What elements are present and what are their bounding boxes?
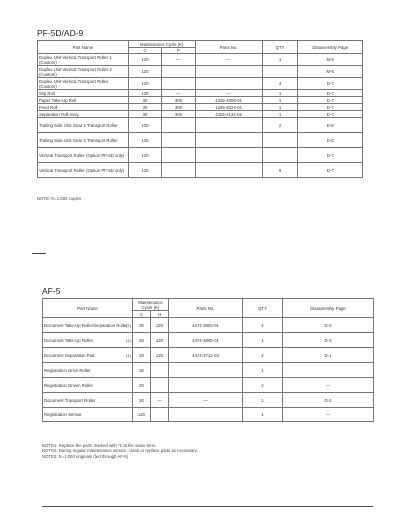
cell-parts-no <box>195 66 262 78</box>
cell-parts-no <box>169 363 243 378</box>
section2-notes <box>42 443 198 459</box>
cell-h <box>151 408 169 422</box>
cell-qty: 2 <box>243 348 283 363</box>
cell-page: D-1 <box>283 348 374 363</box>
table-row <box>38 66 363 78</box>
cell-part-name <box>43 378 133 393</box>
margin-rule <box>32 253 46 254</box>
cell-part-name <box>43 318 133 333</box>
header-h: H <box>151 311 169 318</box>
cell-h <box>151 363 169 378</box>
cell-qty: 2 <box>243 378 283 393</box>
cell-page: D-8 <box>298 133 363 148</box>
header-part-name: Part Name <box>43 299 133 318</box>
table-row <box>43 393 374 408</box>
cell-part-name: Feed Roll <box>38 104 129 111</box>
cell-part-name <box>43 393 133 408</box>
cell-qty: 1 <box>262 111 298 118</box>
cell-c: 120 <box>128 118 161 133</box>
header-part-name: Part Name <box>38 41 129 54</box>
cell-qty: 4 <box>262 78 298 90</box>
note-line: NOTE3: K=1,000 originals (fed through AF-5) <box>42 453 129 459</box>
cell-page: D-3 <box>283 318 374 333</box>
cell-c: 30 <box>133 318 151 333</box>
cell-p <box>162 148 195 163</box>
table-row <box>38 78 363 90</box>
cell-part-name: Duplex Unit Vertical Transport Roller 2 (Custom) <box>38 66 129 78</box>
cell-parts-no: 4474-3805-01 <box>169 333 243 348</box>
cell-parts-no <box>195 163 262 178</box>
cell-parts-no: — <box>169 393 243 408</box>
cell-p: 300 <box>162 111 195 118</box>
cell-page <box>283 363 374 378</box>
cell-c: 30 <box>133 393 151 408</box>
section1-title: PF-5D/AD-9 <box>37 28 84 38</box>
cell-c: 120 <box>128 54 161 66</box>
table-row <box>43 408 374 422</box>
af5-maintenance-table <box>42 298 374 422</box>
cell-part-name: Separation Roll Assy. <box>38 111 129 118</box>
cell-p: 300 <box>162 104 195 111</box>
cell-c: 120 <box>128 163 161 178</box>
cell-c: 120 <box>128 148 161 163</box>
cell-page: D-7 <box>298 90 363 97</box>
cell-qty: 6 <box>262 163 298 178</box>
cell-page: M-6 <box>298 66 363 78</box>
cell-qty <box>262 148 298 163</box>
header-c: C <box>133 311 151 318</box>
cell-parts-no <box>169 378 243 393</box>
cell-qty: 1 <box>243 363 283 378</box>
table-row <box>43 348 374 363</box>
cell-qty: 1 <box>243 333 283 348</box>
cell-page: D-7 <box>298 163 363 178</box>
cell-c: 120 <box>128 133 161 148</box>
cell-part-name: Paper Take-Up Roll <box>38 97 129 104</box>
cell-c: 120 <box>128 78 161 90</box>
cell-c: 30 <box>133 378 151 393</box>
cell-h: — <box>151 393 169 408</box>
header-qty: QTY <box>243 299 283 318</box>
part-name-text: Document Separation Pad <box>44 352 95 358</box>
header-disassembly-page: Disassembly Page <box>283 299 374 318</box>
cell-page: M-6 <box>298 54 363 66</box>
cell-c: 30 <box>133 333 151 348</box>
note-line: NOTE2: During regular maintenance service, clean or replace parts as necessary. <box>42 448 198 454</box>
cell-page: D-7 <box>298 104 363 111</box>
part-name-text: Document Take-Up Roller/Separation Roller <box>44 322 128 328</box>
part-name-text: Document Take-Up Roller <box>44 337 94 343</box>
cell-c: 30 <box>128 111 161 118</box>
cell-qty: 1 <box>262 104 298 111</box>
cell-p <box>162 163 195 178</box>
header-p: P <box>162 48 195 54</box>
cell-parts-no <box>195 148 262 163</box>
part-name-text: Registration Sensor <box>44 412 82 417</box>
cell-part-name: Duplex Unit Vertical Transport Roller (Custom) <box>38 78 129 90</box>
cell-h: 120 <box>151 333 169 348</box>
cell-p <box>162 133 195 148</box>
section2-title: AF-5 <box>42 286 61 296</box>
cell-h <box>151 378 169 393</box>
header-maintenance-cycle: Maintenance Cycle (K) <box>128 41 195 48</box>
cell-c: 120 <box>133 408 151 422</box>
cell-qty: 1 <box>243 393 283 408</box>
part-name-text: Registration Driven Roller <box>44 382 93 388</box>
table-row <box>43 333 374 348</box>
cell-c: 30 <box>133 363 151 378</box>
cell-qty: 1 <box>243 408 283 422</box>
header-qty: QTY <box>262 41 298 54</box>
cell-c: 120 <box>128 90 161 97</box>
cell-parts-no: 4425-2131-02 <box>195 111 262 118</box>
cell-parts-no: — <box>195 90 262 97</box>
header-parts-no: Parts No. <box>169 299 243 318</box>
header-c: C <box>128 48 161 54</box>
cell-page: D-3 <box>283 333 374 348</box>
table-row <box>38 90 363 97</box>
cell-parts-no <box>195 118 262 133</box>
table-row <box>38 148 363 163</box>
cell-qty <box>262 66 298 78</box>
footer-rule <box>42 506 373 507</box>
cell-part-name: Vertical Transport Roller (Option PF-5D only) <box>38 148 129 163</box>
cell-part-name: Trailing Side Unit Gear 2 Transport Roller <box>38 133 129 148</box>
cell-qty: 1 <box>262 54 298 66</box>
part-name-text: Registration Drive Roller <box>44 367 91 373</box>
header-maintenance-cycle: Maintenance Cycle (K) <box>133 299 169 311</box>
table-row <box>43 378 374 393</box>
cell-page: D-8 <box>298 118 363 133</box>
cell-part-name: Trailing Side Unit Gear 1 Transport Roller <box>38 118 129 133</box>
cell-c: 30 <box>128 104 161 111</box>
table-row <box>43 363 374 378</box>
cell-c: 30 <box>133 348 151 363</box>
cell-page: D-7 <box>298 111 363 118</box>
cell-parts-no <box>195 78 262 90</box>
cell-part-name <box>43 348 133 363</box>
table-row <box>38 104 363 111</box>
cell-part-name <box>43 333 133 348</box>
cell-qty: 4 <box>243 318 283 333</box>
cell-parts-no: 4425-4009-01 <box>195 97 262 104</box>
cell-qty: 1 <box>262 97 298 104</box>
cell-page: D-7 <box>298 78 363 90</box>
cell-h: 120 <box>151 318 169 333</box>
cell-qty: 1 <box>262 90 298 97</box>
cell-p <box>162 78 195 90</box>
note-line: NOTE1: Replace the parts marked with *1 at the same time. <box>42 443 157 448</box>
table-row <box>38 133 363 148</box>
header-disassembly-page: Disassembly Page <box>298 41 363 54</box>
cell-page: — <box>283 408 374 422</box>
replace-together-mark: (1) <box>126 337 131 343</box>
table-row <box>38 118 363 133</box>
cell-parts-no <box>195 133 262 148</box>
part-name-text: Document Transport Roller <box>44 397 96 403</box>
cell-parts-no: 4474-3712-03 <box>169 348 243 363</box>
cell-part-name: Slip Roll <box>38 90 129 97</box>
replace-together-mark: (1) <box>126 322 131 328</box>
cell-p <box>162 118 195 133</box>
table-row <box>38 163 363 178</box>
cell-qty: 2 <box>262 118 298 133</box>
cell-p: 300 <box>162 97 195 104</box>
table-row <box>38 97 363 104</box>
cell-parts-no: 4474-3803-01 <box>169 318 243 333</box>
cell-page: — <box>283 378 374 393</box>
pf5d-maintenance-table <box>37 40 363 178</box>
cell-p: — <box>162 54 195 66</box>
cell-p <box>162 66 195 78</box>
cell-h: 120 <box>151 348 169 363</box>
cell-part-name: Duplex Unit Vertical Transport Roller 1 (Custom) <box>38 54 129 66</box>
cell-c: 30 <box>128 97 161 104</box>
table-row <box>38 54 363 66</box>
cell-parts-no: — <box>195 54 262 66</box>
header-parts-no: Parts No. <box>195 41 262 54</box>
cell-c: 120 <box>128 66 161 78</box>
cell-part-name <box>43 363 133 378</box>
cell-part-name <box>43 408 133 422</box>
cell-page: D-2 <box>283 393 374 408</box>
cell-p: — <box>162 90 195 97</box>
section1-note: NOTE: K=1,000 copies <box>37 196 82 201</box>
cell-parts-no <box>169 408 243 422</box>
table-row <box>38 111 363 118</box>
cell-parts-no: 1265-4024-01 <box>195 104 262 111</box>
cell-qty <box>262 133 298 148</box>
table-row <box>43 318 374 333</box>
replace-together-mark: (1) <box>126 352 131 358</box>
cell-page: D-7 <box>298 97 363 104</box>
cell-part-name: Vertical Transport Roller (Option PF-5D only) <box>38 163 129 178</box>
cell-page: D-7 <box>298 148 363 163</box>
